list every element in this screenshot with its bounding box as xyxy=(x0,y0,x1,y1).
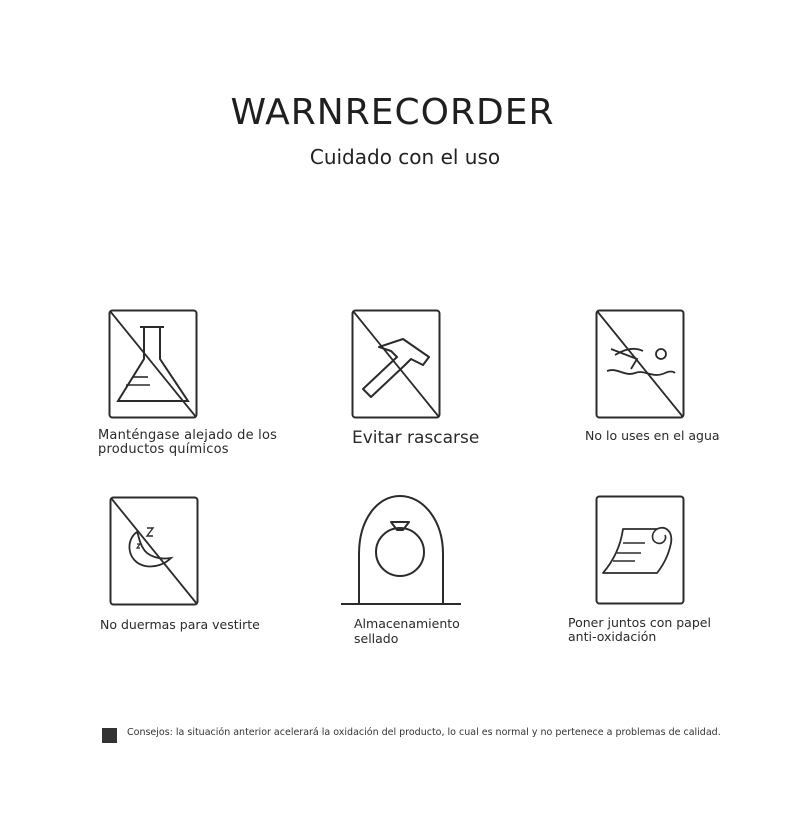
paper-scroll-icon xyxy=(595,495,687,607)
footer-tip: Consejos: la situación anterior acelerará la oxidación del producto, lo cual es normal y no pertenece a problemas de calidad. xyxy=(127,727,721,738)
label-line: Almacenamiento xyxy=(354,616,460,631)
swimming-icon xyxy=(595,309,687,421)
label-line: anti-oxidación xyxy=(568,629,657,644)
footer-bullet xyxy=(102,728,117,743)
label-line: sellado xyxy=(354,631,399,646)
hammer-icon xyxy=(351,309,443,421)
page-title: WARNRECORDER xyxy=(230,92,555,133)
label-scratch xyxy=(352,428,479,448)
sleep-moon-icon xyxy=(109,496,201,608)
label-line: Manténgase alejado de los xyxy=(98,428,278,443)
label-sleep xyxy=(100,618,260,632)
label-water xyxy=(585,429,720,443)
label-line: Poner juntos con papel xyxy=(568,615,711,630)
page-subtitle: Cuidado con el uso xyxy=(309,145,501,169)
label-paper xyxy=(568,616,711,644)
label-line: productos químicos xyxy=(98,442,229,457)
label-sealed xyxy=(354,616,460,646)
label-line: Evitar rascarse xyxy=(352,428,480,448)
chemical-flask-icon xyxy=(108,309,200,421)
label-line: No duermas para vestirte xyxy=(100,617,260,632)
label-chemicals xyxy=(98,429,277,457)
label-line: No lo uses en el agua xyxy=(585,428,720,443)
sealed-bag-icon xyxy=(341,494,463,606)
